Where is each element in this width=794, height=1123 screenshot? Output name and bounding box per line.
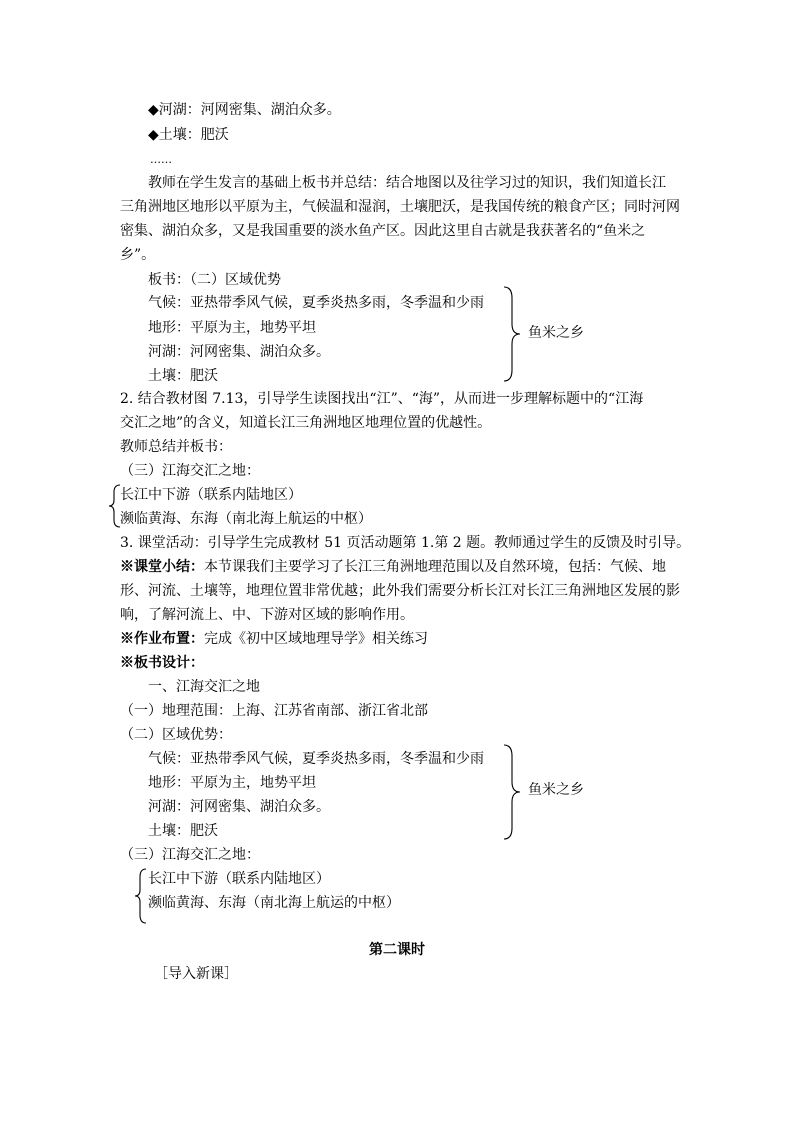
soil-bullet: ◆土壤：肥沃 — [148, 127, 229, 143]
class-summary-text: 本节课我们主要学习了长江三角洲地理范围以及自然环境，包括：气候、地 — [204, 559, 666, 575]
board-design-part1: （一）地理范围：上海、江苏省南部、浙江省北部 — [120, 703, 428, 719]
board-design-result: 鱼米之乡 — [528, 782, 584, 798]
homework-text: 完成《初中区域地理导学》相关练习 — [204, 631, 428, 647]
board-design-sub-item: 濒临黄海、东海（南北海上航运的中枢） — [148, 895, 400, 911]
board-heading: 板书：（二）区域优势 — [148, 272, 281, 288]
step2-line: 2. 结合教材图 7.13，引导学生读图找出“江”、“海”，从而进一步理解标题中的“江海 — [120, 391, 644, 407]
board-result: 鱼米之乡 — [528, 325, 584, 341]
board-item: 土壤：肥沃 — [148, 368, 218, 384]
board2-item: 濒临黄海、东海（南北海上航运的中枢） — [120, 511, 372, 527]
ellipsis: …… — [150, 153, 172, 166]
homework-label: ※作业布置： — [120, 631, 204, 647]
import-new-lesson: ［导入新课］ — [154, 966, 238, 982]
right-brace — [502, 286, 526, 382]
homework-line — [120, 629, 428, 649]
board-item: 河湖：河网密集、湖泊众多。 — [148, 344, 330, 360]
summary-line: 密集、湖泊众多，又是我国重要的淡水鱼产区。因此这里自古就是我获著名的“鱼米之 — [120, 223, 646, 239]
class-summary-line — [120, 557, 666, 577]
board-item: 气候：亚热带季风气候，夏季炎热多雨，冬季温和少雨 — [148, 295, 484, 311]
board-design-item: 气候：亚热带季风气候，夏季炎热多雨，冬季温和少雨 — [148, 751, 484, 767]
board-design-part2: （二）区域优势： — [120, 727, 232, 743]
teacher-note: 教师总结并板书： — [120, 439, 232, 455]
step3-line: 3. 课堂活动：引导学生完成教材 51 页活动题第 1.第 2 题。教师通过学生的反馈及时引导。 — [120, 535, 691, 551]
left-brace — [134, 868, 148, 924]
board2-item: 长江中下游（联系内陆地区） — [120, 487, 302, 503]
class-summary-label: ※课堂小结： — [120, 559, 204, 575]
board-design-item: 土壤：肥沃 — [148, 823, 218, 839]
board-design-sub-item: 长江中下游（联系内陆地区） — [148, 871, 330, 887]
board2-heading: （三）江海交汇之地： — [120, 463, 260, 479]
second-lesson-title: 第二课时 — [369, 942, 425, 958]
board-item: 地形：平原为主，地势平坦 — [148, 320, 316, 336]
class-summary-line: 响，了解河流上、中、下游对区域的影响作用。 — [120, 607, 414, 623]
board-design-title: 一、江海交汇之地 — [148, 679, 260, 695]
step2-line: 交汇之地”的含义，知道长江三角洲地区地理位置的优越性。 — [120, 415, 492, 431]
class-summary-line: 形、河流、土壤等，地理位置非常优越；此外我们需要分析长江对长江三角洲地区发展的影 — [120, 583, 680, 599]
summary-line: 乡”。 — [120, 247, 156, 263]
board-design-label: ※板书设计： — [120, 655, 204, 671]
summary-line: 三角洲地区地形以平原为主，气候温和湿润，土壤肥沃，是我国传统的粮食产区；同时河网 — [120, 199, 680, 215]
board-design-item: 河湖：河网密集、湖泊众多。 — [148, 799, 330, 815]
right-brace — [502, 744, 526, 840]
river-lakes-bullet: ◆河湖：河网密集、湖泊众多。 — [148, 102, 341, 118]
board-design-part3: （三）江海交汇之地： — [120, 847, 260, 863]
summary-line: 教师在学生发言的基础上板书并总结：结合地图以及往学习过的知识，我们知道长江 — [148, 175, 666, 191]
board-design-item: 地形：平原为主，地势平坦 — [148, 775, 316, 791]
